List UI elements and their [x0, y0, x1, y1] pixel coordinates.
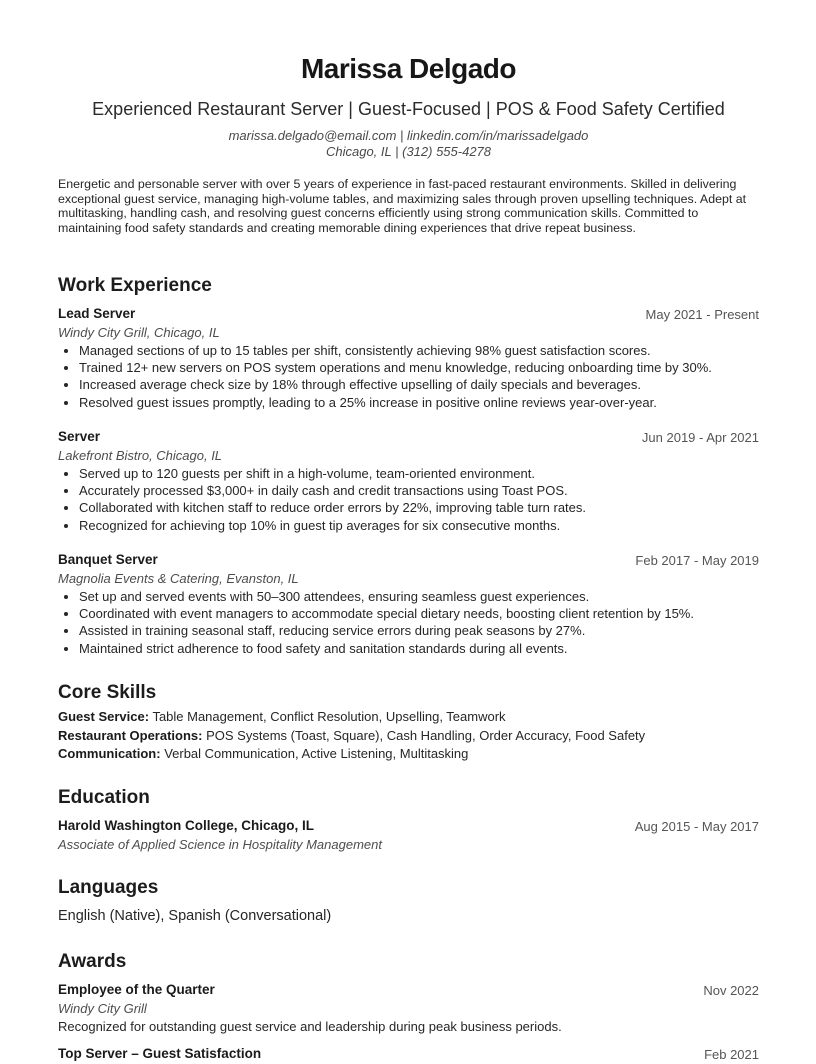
- education-dates: Aug 2015 - May 2017: [634, 819, 759, 834]
- award-title: Employee of the Quarter: [58, 982, 215, 997]
- skill-category: Communication:: [58, 746, 161, 762]
- bullet-item: • Resolved guest issues promptly, leading to a 25% increase in positive online reviews year-over-year.: [79, 394, 759, 411]
- contact-line-location-phone: Chicago, IL | (312) 555-4278: [325, 144, 492, 159]
- degree: Associate of Applied Science in Hospitality Management: [58, 837, 382, 852]
- job-title: Banquet Server: [58, 552, 158, 567]
- skill-values: POS Systems (Toast, Square), Cash Handling, Order Accuracy, Food Safety: [206, 727, 646, 743]
- award-entry: [58, 1046, 759, 1064]
- job-employer: Magnolia Events & Catering, Evanston, IL: [58, 571, 299, 586]
- bullet-item: • Collaborated with kitchen staff to reduce order errors by 22%, improving table turn rates.: [79, 499, 759, 516]
- bullet-item: • Assisted in training seasonal staff, reducing service errors during peak seasons by 27%.: [79, 622, 759, 639]
- bullet-item: • Maintained strict adherence to food safety and sanitation standards during all events.: [79, 640, 759, 657]
- award-date: Nov 2022: [703, 983, 759, 998]
- skill-category: Guest Service:: [58, 709, 150, 724]
- job-title: Server: [58, 429, 101, 444]
- skill-values: Verbal Communication, Active Listening, Multitasking: [164, 746, 469, 762]
- job-dates: Jun 2019 - Apr 2021: [641, 430, 759, 445]
- job-dates: Feb 2017 - May 2019: [635, 553, 759, 568]
- bullet-item: • Managed sections of up to 15 tables per shift, consistently achieving 98% guest satisfaction scores.: [79, 342, 759, 359]
- bullet-item: • Increased average check size by 18% through effective upselling of daily specials and beverages.: [79, 376, 759, 393]
- bullet-item: • Trained 12+ new servers on POS system operations and menu knowledge, reducing onboarding time by 30%.: [79, 359, 759, 376]
- job-bullets: [58, 588, 759, 657]
- award-title: Top Server – Guest Satisfaction: [58, 1046, 262, 1061]
- skill-values: Table Management, Conflict Resolution, Upselling, Teamwork: [152, 709, 506, 724]
- award-description: Recognized for outstanding guest service and leadership during peak business periods.: [58, 1019, 562, 1034]
- experience-entry: [58, 306, 759, 411]
- job-title: Lead Server: [58, 306, 136, 321]
- education-entry: [58, 818, 759, 854]
- skill-line: [58, 727, 759, 746]
- skill-category: Restaurant Operations:: [58, 727, 203, 743]
- professional-summary: Energetic and personable server with over 5 years of experience in fast-paced restaurant environments. Skilled in delivering exceptional guest service, managing high-volume tables, and maximizing sales through proven upselling techniques. Adept at multitasking, handling cash, and resolving guest concerns efficiently using strong communication skills. Committed to maintaining food safety standards and creating memorable dining experiences that drive repeat business.: [58, 177, 747, 235]
- section-title-awards: Awards: [58, 951, 127, 972]
- section-title-work-experience: Work Experience: [58, 275, 212, 296]
- bullet-item: • Served up to 120 guests per shift in a high-volume, team-oriented environment.: [79, 465, 759, 482]
- job-bullets: [58, 342, 759, 411]
- job-dates: May 2021 - Present: [645, 307, 759, 322]
- experience-entry: [58, 552, 759, 657]
- section-title-core-skills: Core Skills: [58, 682, 157, 703]
- award-organization: Windy City Grill: [58, 1001, 147, 1016]
- section-title-languages: Languages: [58, 877, 159, 898]
- award-date: Feb 2021: [704, 1047, 759, 1062]
- experience-entry: [58, 429, 759, 534]
- award-entry: [58, 982, 759, 1035]
- bullet-item: • Accurately processed $3,000+ in daily cash and credit transactions using Toast POS.: [79, 482, 759, 499]
- bullet-item: • Coordinated with event managers to accommodate special dietary needs, boosting client retention by 15%.: [79, 605, 759, 622]
- skill-line: [58, 708, 759, 727]
- headline: Experienced Restaurant Server | Guest-Focused | POS & Food Safety Certified: [92, 99, 725, 119]
- job-bullets: [58, 465, 759, 534]
- school-name: Harold Washington College, Chicago, IL: [58, 818, 315, 833]
- contact-line-email-linkedin: marissa.delgado@email.com | linkedin.com/in/marissadelgado: [228, 128, 589, 143]
- bullet-item: • Set up and served events with 50–300 attendees, ensuring seamless guest experiences.: [79, 588, 759, 605]
- job-employer: Lakefront Bistro, Chicago, IL: [58, 448, 223, 463]
- skill-line: [58, 745, 759, 764]
- section-title-education: Education: [58, 787, 150, 808]
- skills-list: [58, 708, 759, 764]
- candidate-name: Marissa Delgado: [300, 53, 517, 84]
- job-employer: Windy City Grill, Chicago, IL: [58, 325, 220, 340]
- bullet-item: • Recognized for achieving top 10% in guest tip averages for six consecutive months.: [79, 517, 759, 534]
- languages-list: English (Native), Spanish (Conversational): [58, 908, 332, 924]
